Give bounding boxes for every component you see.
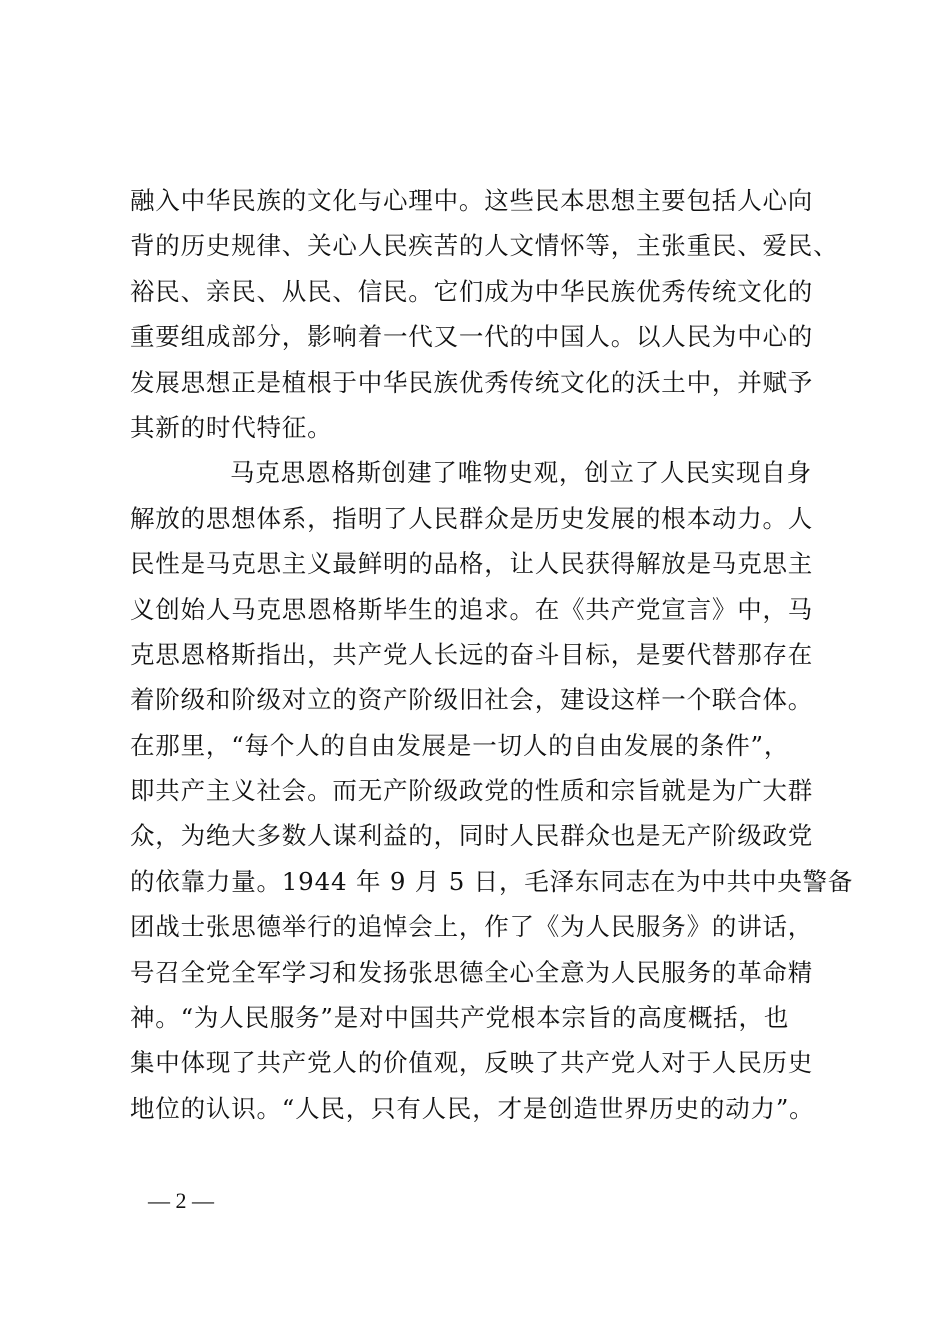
text-line: 集中体现了共产党人的价值观，反映了共产党人对于人民历史 [130, 1048, 814, 1078]
paragraph-2 [130, 450, 854, 1131]
text-line: 神。“为人民服务”是对中国共产党根本宗旨的高度概括，也 [130, 1003, 790, 1033]
text-line: 重要组成部分，影响着一代又一代的中国人。以人民为中心的 [130, 322, 814, 352]
text-line: 号召全党全军学习和发扬张思德全心全意为人民服务的革命精 [130, 957, 814, 987]
text-line: 着阶级和阶级对立的资产阶级旧社会，建设这样一个联合体。 [130, 685, 814, 715]
text-line: 马克思恩格斯创建了唯物史观，创立了人民实现自身 [230, 458, 812, 488]
text-line: 发展思想正是植根于中华民族优秀传统文化的沃土中，并赋予 [130, 367, 814, 397]
text-line: 其新的时代特征。 [130, 412, 333, 442]
text-line: 在那里，“每个人的自由发展是一切人的自由发展的条件”， [130, 730, 790, 760]
text-line: 义创始人马克思恩格斯毕生的追求。在《共产党宣言》中，马 [130, 594, 814, 624]
text-line: 融入中华民族的文化与心理中。这些民本思想主要包括人心向 [130, 186, 814, 215]
text-line: 的依靠力量。1944 年 9 月 5 日，毛泽东同志在为中共中央警备 [130, 866, 854, 896]
text-line: 地位的认识。“人民，只有人民，才是创造世界历史的动力”。 [130, 1093, 815, 1123]
text-line: 团战士张思德举行的追悼会上，作了《为人民服务》的讲话， [130, 912, 814, 942]
page-number: — 2 — [148, 1188, 214, 1213]
text-line: 即共产主义社会。而无产阶级政党的性质和宗旨就是为广大群 [130, 776, 814, 806]
text-line: 背的历史规律、关心人民疾苦的人文情怀等，主张重民、爱民、 [130, 231, 839, 261]
text-line: 裕民、亲民、从民、信民。它们成为中华民族优秀传统文化的 [130, 276, 814, 306]
text-line: 民性是马克思主义最鲜明的品格，让人民获得解放是马克思主 [130, 549, 814, 579]
body-text [130, 178, 854, 1131]
text-line: 众，为绝大多数人谋利益的，同时人民群众也是无产阶级政党 [130, 821, 814, 851]
text-line: 克思恩格斯指出，共产党人长远的奋斗目标，是要代替那存在 [130, 639, 814, 669]
text-line: 解放的思想体系，指明了人民群众是历史发展的根本动力。人 [130, 503, 814, 533]
paragraph-1 [130, 178, 850, 450]
